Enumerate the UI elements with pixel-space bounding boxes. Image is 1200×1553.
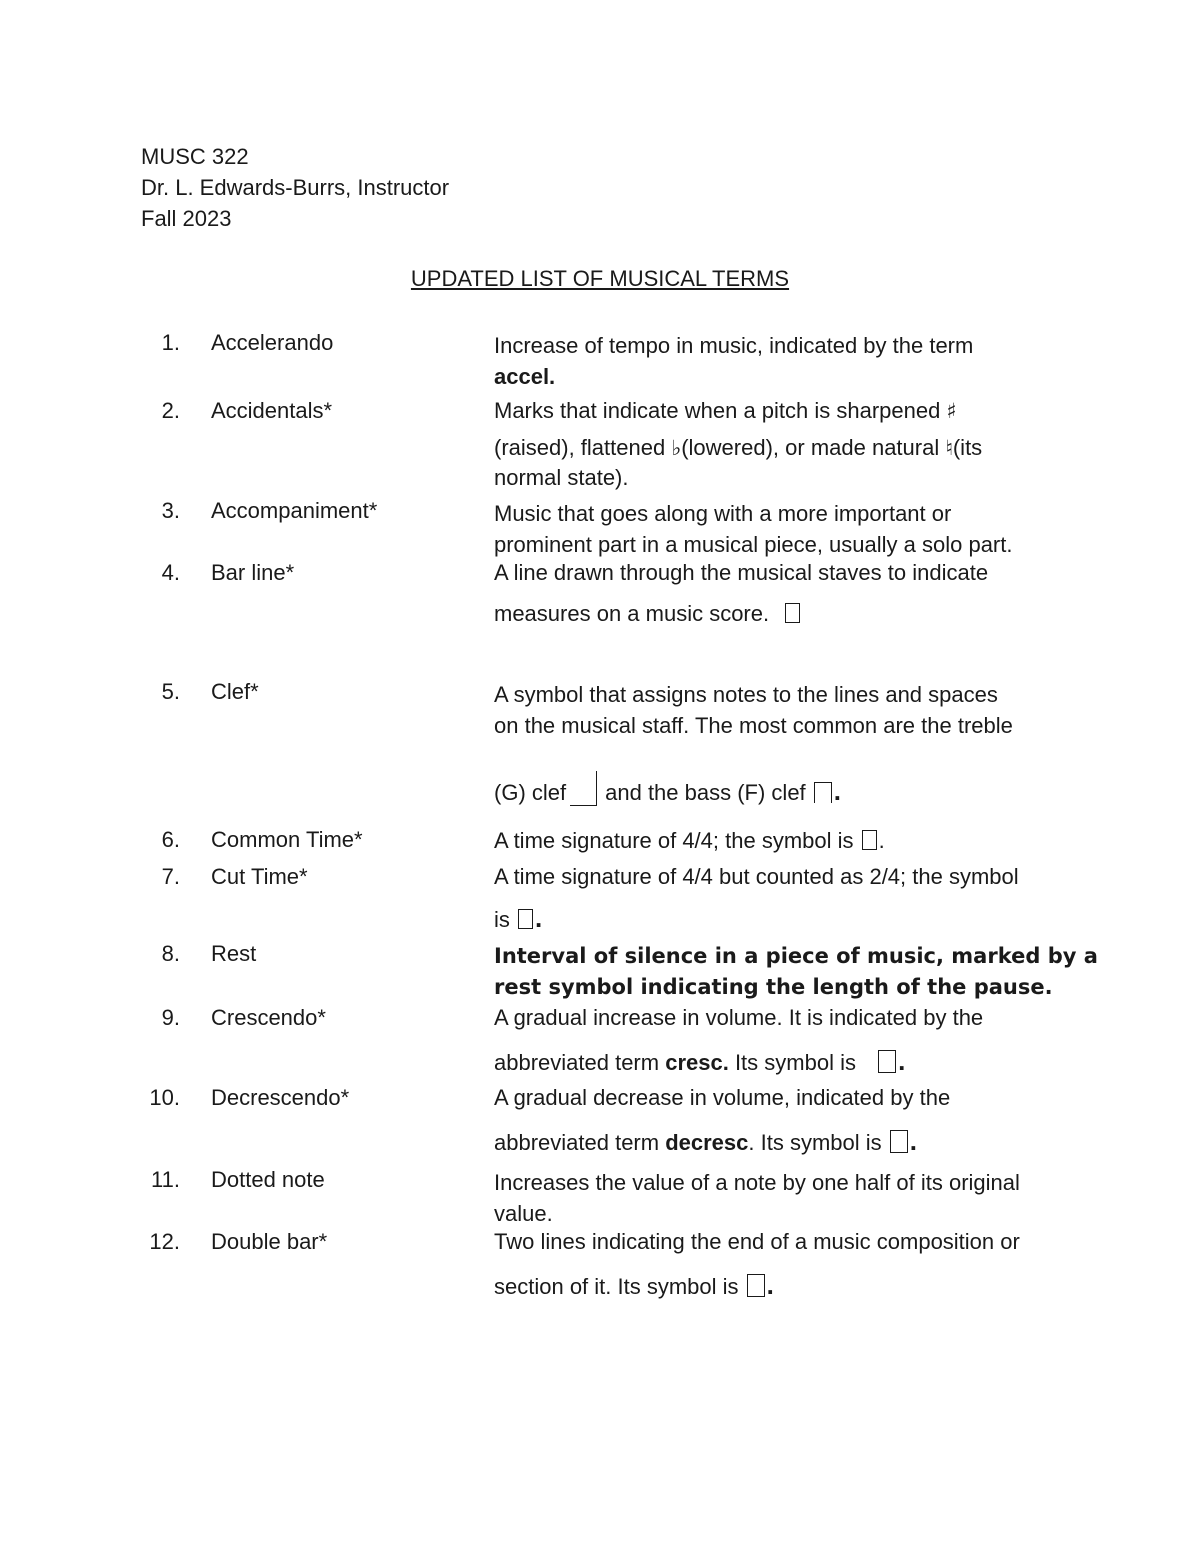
definition-line: Increases the value of a note by one half of its original (494, 1170, 1020, 1195)
term-definition (494, 1167, 1084, 1229)
definition-line: prominent part in a musical piece, usually a solo part. (494, 532, 1013, 557)
term-name: Accompaniment* (211, 498, 378, 523)
definition-period: . (909, 1126, 917, 1156)
term-name: Clef* (211, 679, 259, 704)
definition-text: . Its symbol is (748, 1130, 882, 1155)
term-name: Decrescendo* (211, 1085, 350, 1110)
definition-abbrev: decresc (665, 1130, 749, 1155)
term-definition (494, 498, 1084, 560)
definition-line: normal state). (494, 465, 629, 490)
definition-line: A symbol that assigns notes to the lines and spaces (494, 682, 998, 707)
definition-period: . (535, 903, 543, 933)
term-number: 3. (161, 498, 180, 523)
term-definition (494, 1229, 1084, 1301)
double-bar-icon (747, 1274, 765, 1297)
term-number: 4. (161, 560, 180, 585)
definition-line: on the musical staff. The most common are the treble (494, 713, 1013, 738)
term-number: 9. (161, 1005, 180, 1030)
term-name: Bar line* (211, 560, 295, 585)
term-number: 10. (149, 1085, 180, 1110)
definition-line: A gradual increase in volume. It is indicated by the (494, 1005, 984, 1030)
definition-line: A gradual decrease in volume, indicated by the (494, 1085, 951, 1110)
term-name: Rest (211, 941, 257, 966)
term-definition (494, 1005, 1084, 1077)
term-name: Double bar* (211, 1229, 328, 1254)
term-number: 5. (161, 679, 180, 704)
page-title: UPDATED LIST OF MUSICAL TERMS (410, 266, 790, 291)
decrescendo-icon (890, 1130, 908, 1153)
definition-line: Marks that indicate when a pitch is sharpened (494, 398, 941, 423)
definition-period: . (766, 1270, 774, 1300)
term-definition (494, 398, 1084, 493)
term-name: Common Time* (211, 827, 363, 852)
cut-time-icon (518, 909, 533, 929)
term-number: 2. (161, 398, 180, 423)
definition-text: Its symbol is (728, 1050, 856, 1075)
term-definition (494, 330, 1084, 392)
definition-line: Interval of silence in a piece of music, marked by a (494, 944, 1098, 968)
term-definition (494, 827, 1084, 854)
term-definition (494, 864, 1084, 934)
term-number: 7. (161, 864, 180, 889)
definition-abbrev: cresc. (665, 1050, 729, 1075)
term-name: Accelerando (211, 330, 334, 355)
definition-text: (raised), flattened (494, 435, 672, 460)
definition-abbrev: accel. (494, 364, 556, 389)
definition-text: abbreviated term (494, 1130, 666, 1155)
definition-line: Increase of tempo in music, indicated by the term (494, 333, 974, 358)
definition-line: Two lines indicating the end of a music composition or (494, 1229, 1020, 1254)
definition-period: . (878, 828, 885, 853)
bass-clef-icon (814, 782, 832, 803)
natural-icon: ♮ (945, 436, 953, 460)
term-name: Accidentals* (211, 398, 333, 423)
definition-line: Music that goes along with a more important or (494, 501, 952, 526)
definition-line: rest symbol indicating the length of the pause. (494, 975, 1053, 999)
term-name: Cut Time* (211, 864, 308, 889)
term-number: 1. (161, 330, 180, 355)
term-name: Dotted note (211, 1167, 325, 1192)
definition-text: abbreviated term (494, 1050, 666, 1075)
term-definition (494, 1085, 1084, 1157)
definition-line: A time signature of 4/4 but counted as 2/4; the symbol (494, 864, 1019, 889)
definition-period: . (833, 776, 842, 806)
term-number: 12. (149, 1229, 180, 1254)
common-time-icon (862, 830, 877, 850)
definition-text: section of it. Its symbol is (494, 1274, 739, 1299)
course-code: MUSC 322 (141, 144, 249, 169)
definition-text: A time signature of 4/4; the symbol is (494, 828, 854, 853)
definition-period: . (898, 1046, 906, 1076)
definition-text: (lowered), or made natural (681, 435, 946, 460)
term-name: Crescendo* (211, 1005, 326, 1030)
definition-text: is (494, 907, 510, 932)
term-definition (494, 941, 1098, 1003)
term-definition (494, 679, 1084, 808)
flat-icon: ♭ (671, 436, 682, 460)
definition-text: and the bass (F) clef (605, 780, 806, 805)
term-number: 8. (161, 941, 180, 966)
definition-text: (G) clef (494, 780, 567, 805)
crescendo-icon (878, 1050, 896, 1073)
term-number: 11. (151, 1167, 180, 1192)
semester: Fall 2023 (141, 206, 232, 231)
definition-text: (its (952, 435, 983, 460)
definition-line: value. (494, 1201, 553, 1226)
bar-line-icon (785, 603, 800, 623)
treble-clef-icon (570, 771, 597, 806)
document-header (141, 141, 449, 234)
term-number: 6. (161, 827, 180, 852)
sharp-icon: ♯ (946, 399, 957, 423)
term-definition (494, 560, 1084, 628)
definition-text: measures on a music score. (494, 601, 770, 626)
definition-line: A line drawn through the musical staves to indicate (494, 560, 989, 585)
instructor-name: Dr. L. Edwards-Burrs, Instructor (141, 175, 450, 200)
